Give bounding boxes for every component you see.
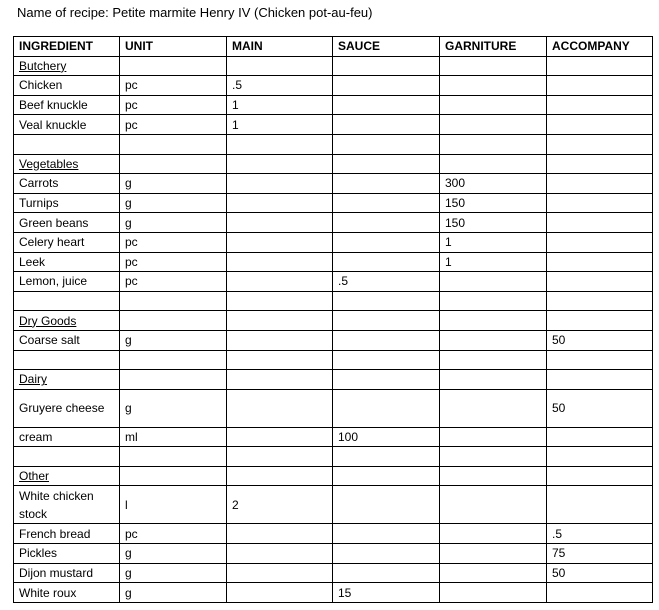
category-row bbox=[14, 466, 653, 486]
table-cell bbox=[440, 447, 547, 467]
column-header: MAIN bbox=[227, 37, 333, 57]
table-cell: 150 bbox=[440, 193, 547, 213]
table-cell bbox=[227, 134, 333, 154]
ingredient-name: White chicken stock bbox=[14, 486, 120, 524]
category-row bbox=[14, 56, 653, 76]
ingredient-name: cream bbox=[14, 427, 120, 447]
category-name: Butchery bbox=[14, 56, 120, 76]
ingredient-name: Veal knuckle bbox=[14, 115, 120, 135]
table-cell bbox=[333, 311, 440, 331]
ingredient-row bbox=[14, 95, 653, 115]
table-cell bbox=[227, 350, 333, 370]
table-cell bbox=[227, 466, 333, 486]
table-cell bbox=[227, 544, 333, 564]
table-cell: pc bbox=[120, 115, 227, 135]
table-cell bbox=[547, 466, 653, 486]
table-cell bbox=[227, 213, 333, 233]
table-cell bbox=[227, 389, 333, 427]
table-cell bbox=[547, 427, 653, 447]
table-cell bbox=[333, 370, 440, 390]
spacer-row bbox=[14, 134, 653, 154]
ingredient-table bbox=[13, 36, 653, 603]
table-cell bbox=[227, 427, 333, 447]
table-cell: g bbox=[120, 563, 227, 583]
ingredient-row bbox=[14, 427, 653, 447]
spacer-row bbox=[14, 291, 653, 311]
ingredient-row bbox=[14, 115, 653, 135]
table-cell bbox=[333, 486, 440, 524]
table-cell: pc bbox=[120, 252, 227, 272]
table-cell bbox=[227, 524, 333, 544]
table-cell: g bbox=[120, 174, 227, 194]
table-cell bbox=[120, 447, 227, 467]
table-cell bbox=[440, 370, 547, 390]
table-cell: 1 bbox=[440, 252, 547, 272]
table-cell bbox=[227, 193, 333, 213]
table-cell: 100 bbox=[333, 427, 440, 447]
table-cell bbox=[547, 447, 653, 467]
table-cell bbox=[333, 330, 440, 350]
table-cell bbox=[333, 389, 440, 427]
spacer-row bbox=[14, 447, 653, 467]
ingredient-row bbox=[14, 486, 653, 524]
table-cell bbox=[14, 134, 120, 154]
table-cell: 150 bbox=[440, 213, 547, 233]
table-cell: pc bbox=[120, 95, 227, 115]
table-cell bbox=[227, 563, 333, 583]
ingredient-row bbox=[14, 272, 653, 292]
table-cell bbox=[440, 115, 547, 135]
table-cell: g bbox=[120, 330, 227, 350]
table-cell bbox=[227, 447, 333, 467]
ingredient-row bbox=[14, 524, 653, 544]
table-cell: 2 bbox=[227, 486, 333, 524]
ingredient-name: Pickles bbox=[14, 544, 120, 564]
table-cell bbox=[547, 311, 653, 331]
column-header: ACCOMPANY bbox=[547, 37, 653, 57]
table-cell bbox=[547, 76, 653, 96]
table-cell: .5 bbox=[547, 524, 653, 544]
table-cell bbox=[333, 350, 440, 370]
table-cell bbox=[333, 466, 440, 486]
ingredient-name: Carrots bbox=[14, 174, 120, 194]
table-cell bbox=[333, 291, 440, 311]
table-cell bbox=[547, 291, 653, 311]
table-cell bbox=[333, 213, 440, 233]
ingredient-row bbox=[14, 583, 653, 603]
table-cell bbox=[14, 350, 120, 370]
table-cell bbox=[440, 291, 547, 311]
table-cell bbox=[440, 154, 547, 174]
table-cell bbox=[227, 272, 333, 292]
spacer-row bbox=[14, 350, 653, 370]
table-cell bbox=[227, 291, 333, 311]
table-cell bbox=[333, 174, 440, 194]
table-cell bbox=[227, 174, 333, 194]
ingredient-name: Beef knuckle bbox=[14, 95, 120, 115]
table-cell: 75 bbox=[547, 544, 653, 564]
table-cell bbox=[547, 272, 653, 292]
ingredient-row bbox=[14, 563, 653, 583]
category-name: Other bbox=[14, 466, 120, 486]
table-cell bbox=[440, 389, 547, 427]
table-cell: pc bbox=[120, 76, 227, 96]
ingredient-row bbox=[14, 389, 653, 427]
table-cell bbox=[333, 193, 440, 213]
column-header: INGREDIENT bbox=[14, 37, 120, 57]
table-cell: pc bbox=[120, 272, 227, 292]
table-cell bbox=[547, 213, 653, 233]
table-cell bbox=[227, 56, 333, 76]
ingredient-name: White roux bbox=[14, 583, 120, 603]
table-cell: 50 bbox=[547, 389, 653, 427]
category-row bbox=[14, 370, 653, 390]
table-cell bbox=[333, 232, 440, 252]
table-cell bbox=[120, 154, 227, 174]
table-cell bbox=[120, 350, 227, 370]
table-cell bbox=[333, 563, 440, 583]
table-cell: 50 bbox=[547, 330, 653, 350]
table-cell bbox=[333, 154, 440, 174]
table-cell: 15 bbox=[333, 583, 440, 603]
table-cell bbox=[333, 115, 440, 135]
ingredient-row bbox=[14, 76, 653, 96]
table-cell bbox=[547, 350, 653, 370]
table-cell bbox=[440, 56, 547, 76]
table-cell bbox=[440, 427, 547, 447]
table-cell bbox=[547, 193, 653, 213]
table-cell bbox=[227, 252, 333, 272]
table-cell bbox=[440, 544, 547, 564]
table-cell bbox=[547, 486, 653, 524]
table-cell bbox=[547, 252, 653, 272]
table-cell: 1 bbox=[440, 232, 547, 252]
ingredient-row bbox=[14, 252, 653, 272]
ingredient-name: Lemon, juice bbox=[14, 272, 120, 292]
table-cell bbox=[333, 95, 440, 115]
table-cell bbox=[440, 466, 547, 486]
table-cell bbox=[227, 330, 333, 350]
table-cell bbox=[120, 56, 227, 76]
table-body bbox=[14, 56, 653, 602]
ingredient-name: Leek bbox=[14, 252, 120, 272]
ingredient-name: Green beans bbox=[14, 213, 120, 233]
table-cell bbox=[333, 56, 440, 76]
ingredient-name: Gruyere cheese bbox=[14, 389, 120, 427]
table-cell bbox=[547, 134, 653, 154]
ingredient-name: Turnips bbox=[14, 193, 120, 213]
table-cell bbox=[547, 232, 653, 252]
ingredient-name: Chicken bbox=[14, 76, 120, 96]
table-cell: pc bbox=[120, 232, 227, 252]
table-cell: g bbox=[120, 213, 227, 233]
ingredient-name: Coarse salt bbox=[14, 330, 120, 350]
table-cell bbox=[333, 76, 440, 96]
ingredient-row bbox=[14, 330, 653, 350]
table-cell: .5 bbox=[333, 272, 440, 292]
table-cell bbox=[440, 583, 547, 603]
ingredient-row bbox=[14, 213, 653, 233]
table-cell bbox=[14, 447, 120, 467]
table-cell bbox=[14, 291, 120, 311]
column-header: SAUCE bbox=[333, 37, 440, 57]
table-cell bbox=[440, 563, 547, 583]
category-row bbox=[14, 154, 653, 174]
table-cell bbox=[333, 447, 440, 467]
table-cell bbox=[120, 291, 227, 311]
table-cell bbox=[547, 95, 653, 115]
column-header: UNIT bbox=[120, 37, 227, 57]
ingredient-row bbox=[14, 174, 653, 194]
table-cell bbox=[333, 524, 440, 544]
table-cell bbox=[333, 544, 440, 564]
table-cell bbox=[440, 311, 547, 331]
category-row bbox=[14, 311, 653, 331]
table-cell bbox=[440, 350, 547, 370]
table-cell bbox=[227, 583, 333, 603]
table-cell bbox=[333, 252, 440, 272]
ingredient-name: French bread bbox=[14, 524, 120, 544]
table-cell bbox=[120, 311, 227, 331]
table-cell: 300 bbox=[440, 174, 547, 194]
table-cell bbox=[547, 56, 653, 76]
category-name: Dry Goods bbox=[14, 311, 120, 331]
table-cell: .5 bbox=[227, 76, 333, 96]
column-header: GARNITURE bbox=[440, 37, 547, 57]
table-cell bbox=[440, 76, 547, 96]
table-cell: 50 bbox=[547, 563, 653, 583]
category-name: Dairy bbox=[14, 370, 120, 390]
table-cell bbox=[547, 174, 653, 194]
table-cell: 1 bbox=[227, 115, 333, 135]
table-cell bbox=[440, 524, 547, 544]
table-cell: pc bbox=[120, 524, 227, 544]
table-cell: g bbox=[120, 583, 227, 603]
category-name: Vegetables bbox=[14, 154, 120, 174]
ingredient-row bbox=[14, 544, 653, 564]
table-cell: g bbox=[120, 389, 227, 427]
table-cell: g bbox=[120, 193, 227, 213]
ingredient-row bbox=[14, 193, 653, 213]
table-cell bbox=[333, 134, 440, 154]
ingredient-name: Dijon mustard bbox=[14, 563, 120, 583]
table-cell: ml bbox=[120, 427, 227, 447]
table-cell bbox=[547, 154, 653, 174]
table-cell bbox=[440, 272, 547, 292]
table-cell bbox=[120, 370, 227, 390]
ingredient-name: Celery heart bbox=[14, 232, 120, 252]
table-cell: g bbox=[120, 544, 227, 564]
table-cell: 1 bbox=[227, 95, 333, 115]
table-cell bbox=[120, 134, 227, 154]
recipe-title bbox=[17, 5, 373, 20]
table-cell bbox=[547, 583, 653, 603]
table-cell bbox=[547, 115, 653, 135]
recipe-name: Petite marmite Henry IV (Chicken pot-au-feu) bbox=[112, 5, 373, 20]
ingredient-row bbox=[14, 232, 653, 252]
recipe-title-label: Name of recipe: bbox=[17, 5, 109, 20]
table-cell: l bbox=[120, 486, 227, 524]
table-cell bbox=[120, 466, 227, 486]
table-cell bbox=[227, 154, 333, 174]
table-cell bbox=[227, 370, 333, 390]
header-row bbox=[14, 37, 653, 57]
table-cell bbox=[227, 232, 333, 252]
table-cell bbox=[440, 486, 547, 524]
table-cell bbox=[440, 330, 547, 350]
table-cell bbox=[547, 370, 653, 390]
table-cell bbox=[227, 311, 333, 331]
table-cell bbox=[440, 134, 547, 154]
table-cell bbox=[440, 95, 547, 115]
